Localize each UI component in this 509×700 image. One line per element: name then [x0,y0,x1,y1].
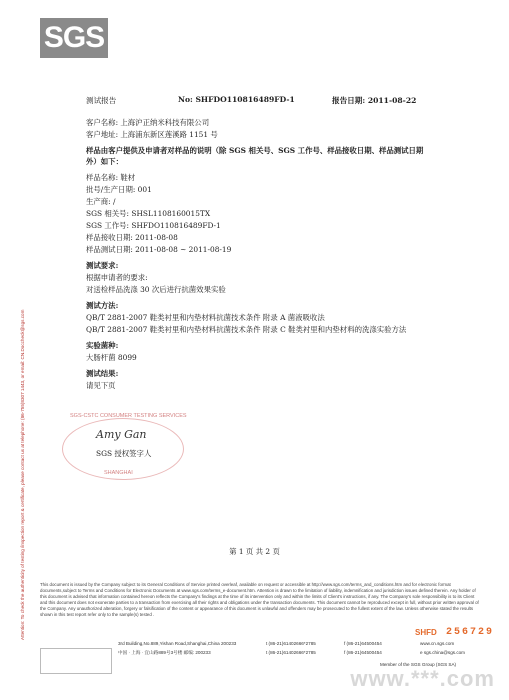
tel-1: t (86-21)61402666*2785 [266,641,316,646]
client-address: 客户地址: 上海浦东新区莲溪路 1151 号 [86,130,218,139]
email: e sgs.china@sgs.com [420,650,466,655]
report-number: No: SHFDO110816489FD-1 [178,95,295,104]
seal-text-bottom: SHANGHAI [104,470,133,476]
site-watermark: www.***.com [350,666,495,691]
request-title: 测试要求: [86,261,119,270]
result-value: 请见下页 [86,381,116,390]
strain-title: 实验菌种: [86,341,119,350]
seal-text-top: SGS-CSTC CONSUMER TESTING SERVICES [70,413,187,419]
sgs-job-number: SGS 工作号: SHFDO110816489FD-1 [86,221,221,230]
request-line-1: 根据申请者的要求: [86,273,148,282]
report-date: 报告日期: 2011-08-22 [332,96,417,105]
method-line-2: QB/T 2881-2007 鞋类衬里和内垫材料抗菌技术条件 附录 C 鞋类衬里和内垫材料的洗涤实验方法 [86,325,407,334]
signatory-title: SGS 授权签字人 [96,449,152,458]
sample-test-date: 样品测试日期: 2011-08-08 ~ 2011-08-19 [86,245,232,254]
authenticity-note: Attention: To check the authenticity of testing /inspection report & certificate, please contact us at telephone: (86-755)8307 1443, or email: CN.Doccheck@sgs.com [20,309,25,640]
doc-serial: 256729 [446,627,495,638]
page-number: 第 1 页 共 2 页 [229,547,280,556]
address-en: 3rd Building,No.889,Yishan Road,Shanghai,China 200233 [118,641,237,646]
footer-logo-box [40,648,112,674]
address-cn: 中国 · 上海 · 宜山路889号3号楼 邮编: 200233 [118,650,211,655]
website: www.cn.sgs.com [420,641,455,646]
member-note: Member of the SGS Group (SGS SA) [380,662,457,667]
tel-2: t (86-21)61402666*2785 [266,650,316,655]
sample-batch: 批号/生产日期: 001 [86,185,152,194]
sample-name: 样品名称: 鞋材 [86,173,136,182]
doc-code: SHFD [415,628,437,637]
method-title: 测试方法: [86,301,119,310]
footer-terms: This document is issued by the Company subject to its General Conditions of Service printed overleaf, available on request or accessible at http://www.sgs.com/terms_and_conditions.htm and for electronic format documents,subject to Terms and Conditions for Electronic Documents at www.sgs.com/terms_e-document.htm. Attention is drawn to the limitation of liability, indemnification and jurisdiction issues defined therein. Any holder of this document is advised that information contained hereon reflects the Company's findings at the time of its intervention only and within the limits of Client's instructions, if any. The Company's sole responsibility is to its Client and this document does not exonerate parties to a transaction from exercising all their rights and obligations under the transaction documents. This document cannot be reproduced except in full, without prior written approval of the Company. Any unauthorized alteration, forgery or falsification of the content or appearance of this document is unlawful and offenders may be prosecuted to the fullest extent of the law. Unless otherwise stated the results shown in this test report refer only to the sample(s) tested . [40,582,479,617]
request-line-2: 对送检样品洗涤 30 次后进行抗菌效果实验 [86,285,226,294]
sample-received-date: 样品接收日期: 2011-08-08 [86,233,178,242]
fax-1: f (86-21)64500454 [344,641,382,646]
strain-value: 大肠杆菌 8099 [86,353,137,362]
sample-maker: 生产商: / [86,197,116,206]
sample-intro-cont: 外）如下： [86,157,123,166]
sample-intro: 样品由客户提供及申请者对样品的说明（除 SGS 相关号、SGS 工作号、样品接收日期、样品测试日期 [86,146,424,155]
client-name: 客户名称: 上海沪正纳米科技有限公司 [86,118,210,127]
report-label: 测试报告 [86,96,117,105]
method-line-1: QB/T 2881-2007 鞋类衬里和内垫材料抗菌技术条件 附录 A 菌液吸收法 [86,313,325,322]
signature: Amy Gan [96,428,147,441]
sgs-reference: SGS 相关号: SHSL1108160015TX [86,209,211,218]
result-title: 测试结果: [86,369,119,378]
fax-2: f (86-21)64500454 [344,650,382,655]
sgs-logo: SGS [40,18,108,58]
